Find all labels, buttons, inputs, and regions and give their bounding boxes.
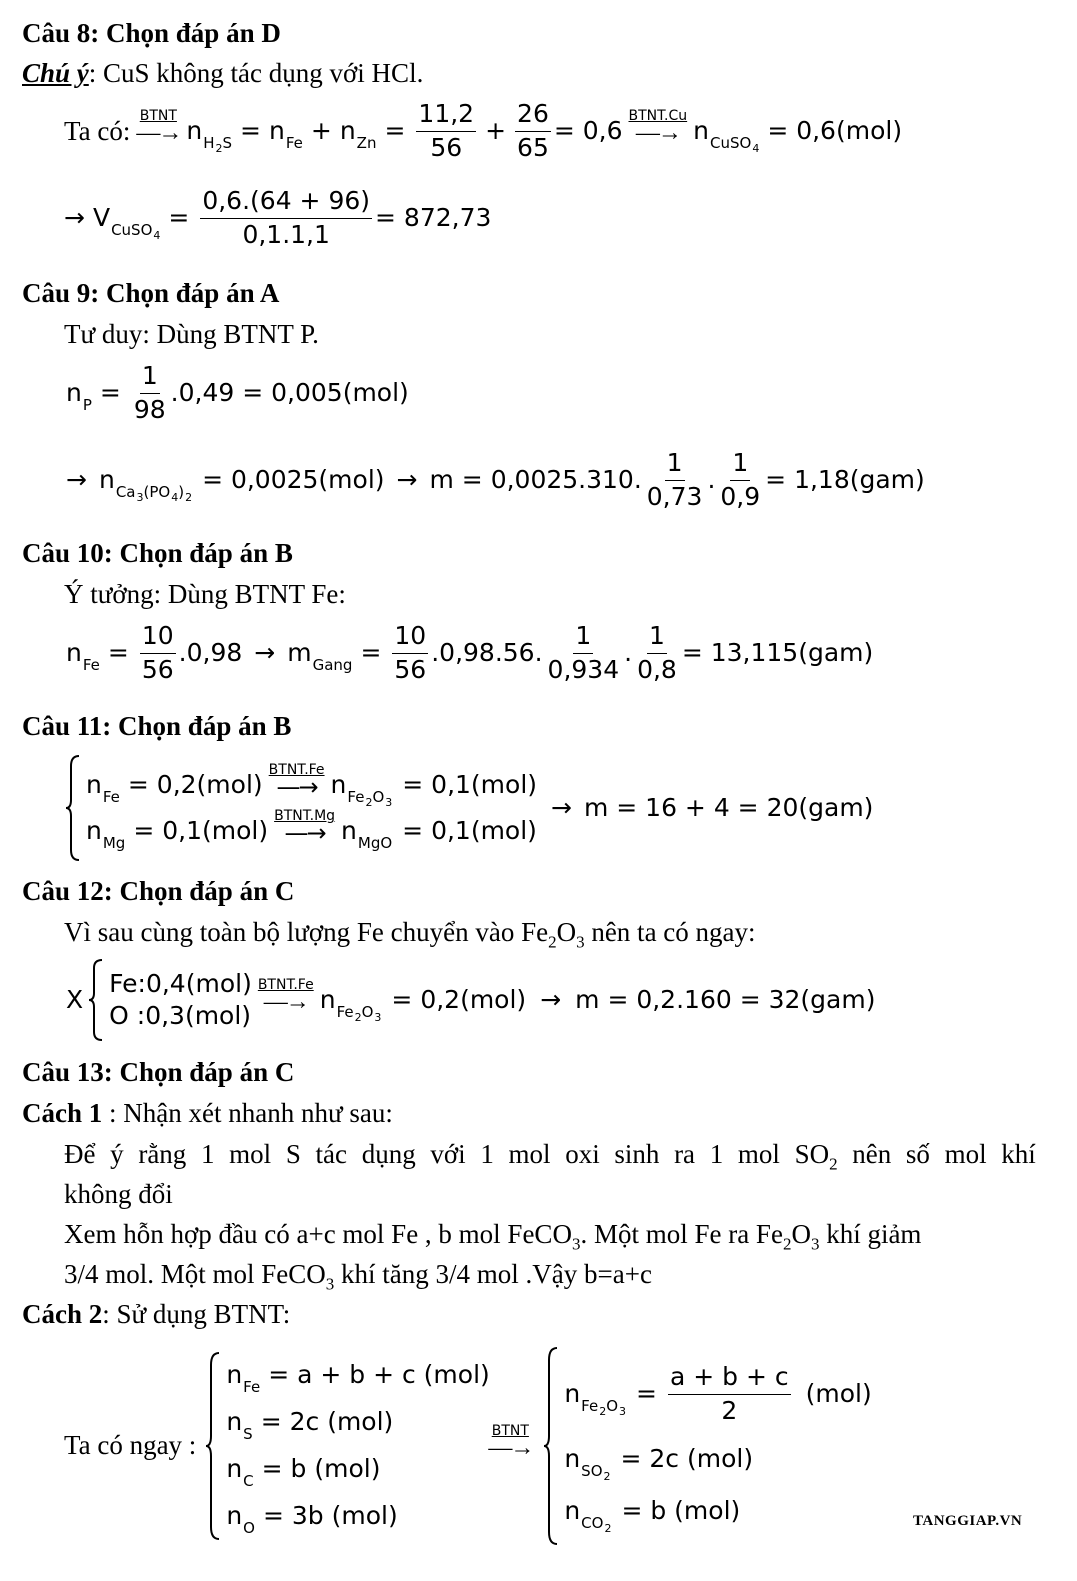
q9-m-expr: m = 0,0025.310. xyxy=(429,464,642,494)
q13-row-ns: $n_S$ = 2c (mol) xyxy=(226,1407,394,1444)
q13-row-nso2: $n_{SO_2}$ = 2c (mol) xyxy=(564,1443,754,1483)
q8-value-06: = 0,6 xyxy=(553,115,623,145)
q13-method-2: Cách 2: Sử dụng BTNT: xyxy=(22,1299,291,1329)
q9-ca-value: = 0,0025(mol) xyxy=(202,464,385,494)
q9-fraction-1: $\frac{1}{98}$ xyxy=(133,361,166,424)
q9-fraction-2: $\frac{1}{0,73}$ xyxy=(646,448,703,511)
q9-formula-1: $n_P$ = $\frac{1}{98}$ .0,49 = 0,005(mol) xyxy=(66,361,409,424)
q8-fraction-1: $\frac{11,2}{56}$ xyxy=(418,99,475,162)
q13-para-1-line-2: không đổi xyxy=(64,1179,173,1209)
q10-fraction-3: $\frac{1}{0,934}$ xyxy=(547,621,620,684)
q10-nfe: $n_{Fe}$ xyxy=(66,637,100,674)
q11-rows xyxy=(86,762,538,852)
q13-row-nco2: $n_{CO_2}$ = b (mol) xyxy=(564,1495,741,1535)
left-brace-icon xyxy=(87,958,105,1042)
q8-plus-1: + xyxy=(310,115,332,145)
q9-nca3po42: $n_{Ca_3(PO_4)_2}$ xyxy=(98,464,193,504)
q9-np: $n_P$ xyxy=(66,377,92,414)
q9-fraction-3: $\frac{1}{0,9}$ xyxy=(720,448,761,511)
q8-formula-2 xyxy=(64,187,491,250)
left-brace-icon xyxy=(542,1346,560,1546)
q10-fraction-2: $\frac{10}{56}$ xyxy=(394,621,427,684)
q8-result-2: = 872,73 xyxy=(375,202,492,232)
q9-formula-2: → $n_{Ca_3(PO_4)_2}$ = 0,0025(mol) → m = 0,0025.310. $\frac{1}{0,73}$ . $\frac{1}{0,9}$ = 1,18(gam) xyxy=(66,448,925,511)
q13-intro: Ta có ngay : xyxy=(64,1430,197,1461)
q11-arrow: → xyxy=(551,792,572,822)
q12-res: = 0,2(mol) xyxy=(391,984,527,1014)
q10-part-2: .0,98.56. xyxy=(431,637,543,667)
q13-lhs-rows xyxy=(226,1352,488,1540)
q8-fraction-2: $\frac{26}{65}$ xyxy=(517,99,549,162)
q11-result: m = 16 + 4 = 20(gam) xyxy=(583,792,874,822)
q8-result-1: = 0,6(mol) xyxy=(767,115,903,145)
q8-nh2s: $n_{H_2S}$ xyxy=(186,115,232,155)
q8-eq-2: = xyxy=(384,115,406,145)
q9-arrow-1: → xyxy=(66,464,87,494)
q13-system xyxy=(64,1346,872,1546)
q8-plus-2: + xyxy=(485,115,507,145)
watermark: TANGGIAP.VN xyxy=(913,1513,1023,1529)
q8-ncuso4: $n_{CuSO_4}$ xyxy=(693,115,760,155)
q8-heading: Câu 8: Chọn đáp án D xyxy=(22,18,281,48)
q13-heading: Câu 13: Chọn đáp án C xyxy=(22,1057,295,1087)
q10-result: = 13,115(gam) xyxy=(681,637,874,667)
q9-np-value: .0,49 = 0,005(mol) xyxy=(170,377,409,407)
q10-idea: Ý tưởng: Dùng BTNT Fe: xyxy=(64,579,346,609)
q8-note xyxy=(22,58,423,89)
q13-rhs-rows xyxy=(564,1355,871,1537)
q13-para-2-line-2: 3/4 mol. Một mol FeCO$_3$ khí tăng 3/4 mol .Vậy b=a+c xyxy=(64,1259,652,1294)
q11-row-fe: $n_{Fe}$ = 0,2(mol) BTNT.Fe —→ $n_{Fe_2O_3}$ = 0,1(mol) xyxy=(86,762,538,809)
q13-row-nc: $n_C$ = b (mol) xyxy=(226,1454,381,1491)
q12-x: X xyxy=(66,984,84,1014)
q9-idea: Tư duy: Dùng BTNT P. xyxy=(64,319,319,349)
q8-note-label: Chú ý xyxy=(22,58,89,88)
q11-heading: Câu 11: Chọn đáp án B xyxy=(22,711,292,741)
q10-mgang: $m_{Gang}$ xyxy=(287,637,353,674)
q13-para-1-line-1: Để ý rằng 1 mol S tác dụng với 1 mol oxi sinh ra 1 mol $SO_2$ nên số mol khí xyxy=(64,1139,1036,1174)
q13-row-nfe: $n_{Fe}$ = a + b + c (mol) xyxy=(226,1360,490,1397)
q8-vcuso4: $V_{CuSO_4}$ xyxy=(92,202,161,242)
q12-arrow-btnt-fe: BTNT.Fe —→ xyxy=(257,977,314,1015)
q8-arrow-btnt-cu: BTNT.Cu —→ xyxy=(628,108,688,147)
q9-result: = 1,18(gam) xyxy=(765,464,925,494)
q11-row-mg: $n_{Mg}$ = 0,1(mol) BTNT.Mg —→ $n_{MgO}$ = 0,1(mol) xyxy=(86,808,537,852)
q8-arrow-right: → xyxy=(64,202,85,232)
q10-arrow: → xyxy=(254,637,276,667)
left-brace-icon xyxy=(204,1351,222,1541)
q8-intro: Ta có: xyxy=(64,115,131,146)
q10-formula: $n_{Fe}$ = $\frac{10}{56}$ .0,98 → $m_{Gang}$ = $\frac{10}{56}$ .0,98.56. $\frac{1}{0,934}$ . $\frac{1}{0,8}$ = 13,115(gam) xyxy=(66,621,874,684)
q13-row-nfe2o3: $n_{Fe_2O_3}$ = $\frac{a + b + c}{2}$ (mol) xyxy=(564,1361,872,1425)
q12-heading: Câu 12: Chọn đáp án C xyxy=(22,876,295,906)
q10-fraction-4: $\frac{1}{0,8}$ xyxy=(637,621,677,684)
q12-row-o: O :0,3(mol) xyxy=(109,1001,252,1030)
q13-arrow-btnt: BTNT —→ xyxy=(488,1423,533,1461)
q8-fraction-3: $\frac{0,6.(64 + 96)}{0,1.1,1}$ xyxy=(202,186,371,249)
q11-system xyxy=(64,754,873,862)
q13-method-1: Cách 1 : Nhận xét nhanh như sau: xyxy=(22,1098,393,1128)
q10-heading: Câu 10: Chọn đáp án B xyxy=(22,538,293,568)
q12-rows xyxy=(109,968,252,1033)
q13-para-2-line-1: Xem hỗn hợp đầu có a+c mol Fe , b mol FeCO$_3$. Một mol Fe ra $Fe_2O_3$ khí giảm xyxy=(64,1219,922,1254)
left-brace-icon xyxy=(64,754,82,862)
q9-heading: Câu 9: Chọn đáp án A xyxy=(22,278,280,308)
q8-nzn: $n_{Zn}$ xyxy=(339,115,377,152)
q12-arrow: → xyxy=(540,984,562,1014)
q8-nfe: $n_{Fe}$ xyxy=(268,115,303,152)
q12-nfe2o3: $n_{Fe_2O_3}$ xyxy=(319,984,382,1024)
q10-part-1: .0,98 xyxy=(178,637,243,667)
q9-arrow-2: → xyxy=(396,464,418,494)
q8-eq-1: = xyxy=(240,115,261,145)
q12-result: m = 0,2.160 = 32(gam) xyxy=(575,984,876,1014)
q13-row-no: $n_O$ = 3b (mol) xyxy=(226,1501,398,1538)
q10-fraction-1: $\frac{10}{56}$ xyxy=(141,621,174,684)
q8-arrow-btnt: BTNT —→ xyxy=(136,108,181,147)
q12-formula xyxy=(66,958,875,1042)
q12-idea: Vì sau cùng toàn bộ lượng Fe chuyển vào $Fe_2O_3$ nên ta có ngay: xyxy=(64,917,756,952)
q8-eq-3: = xyxy=(168,202,190,232)
q8-formula-1 xyxy=(64,100,902,163)
q12-row-fe: Fe:0,4(mol) xyxy=(109,968,252,998)
q8-note-text: : CuS không tác dụng với HCl. xyxy=(88,58,424,88)
